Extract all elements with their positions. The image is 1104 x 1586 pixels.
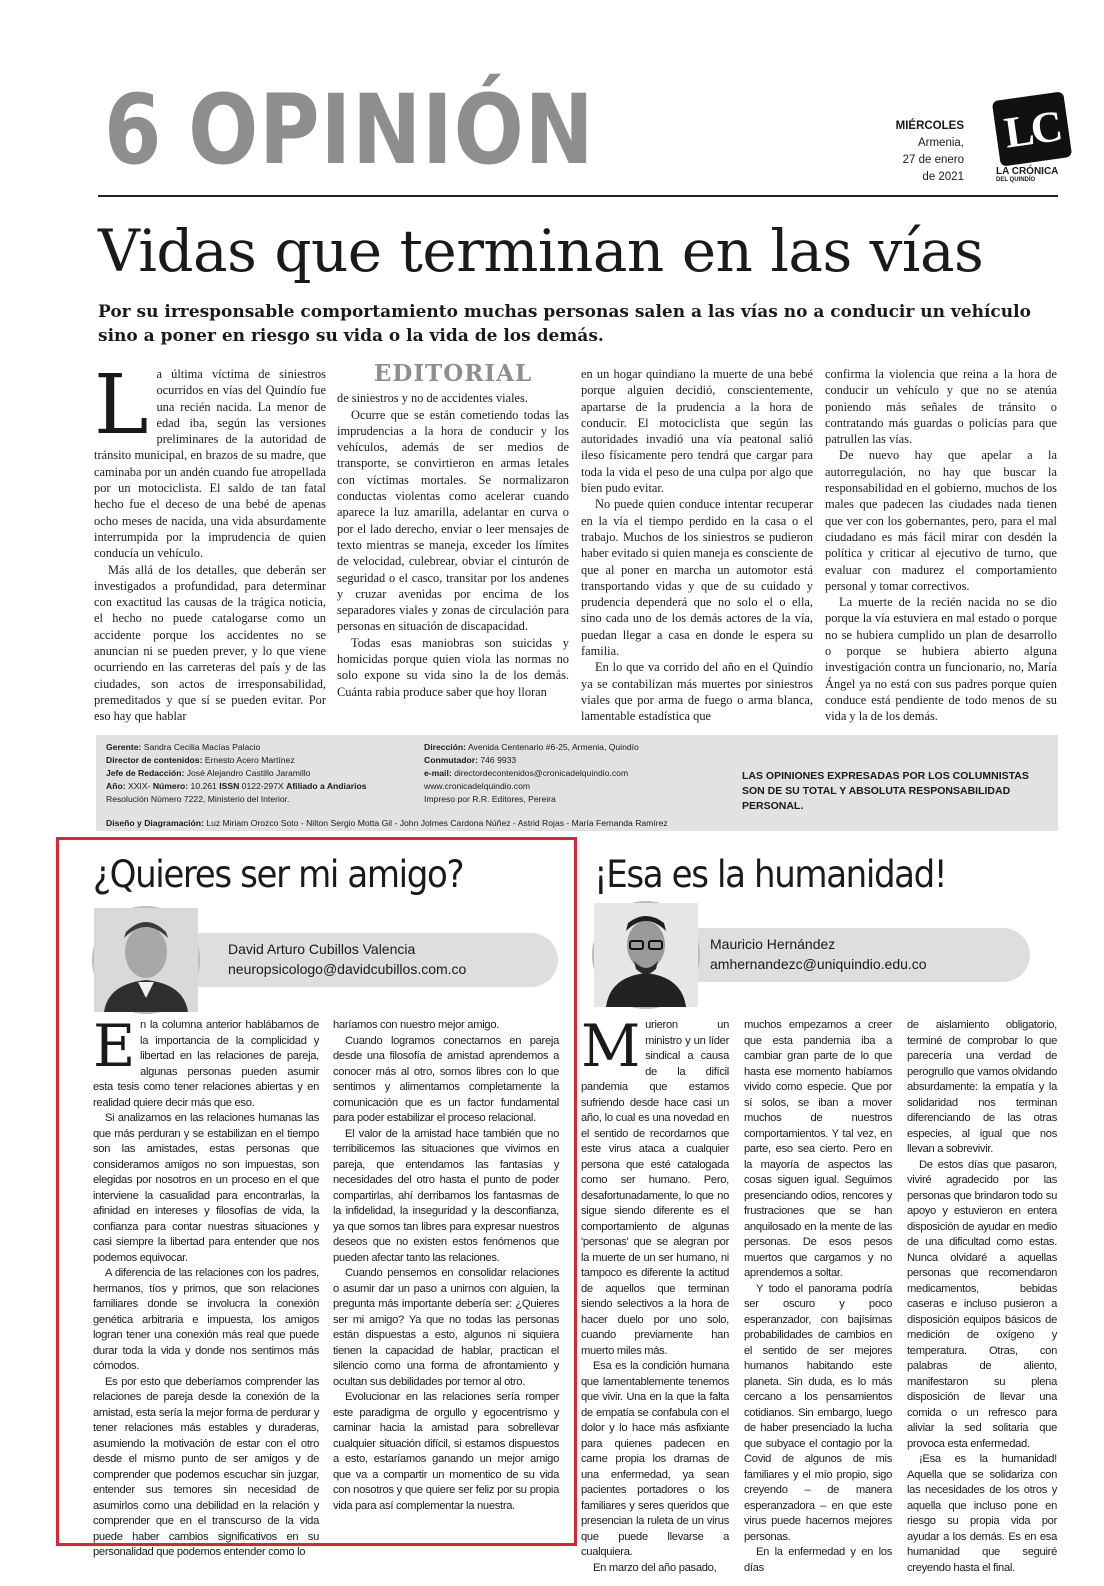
paragraph: haríamos con nuestro mejor amigo.: [333, 1019, 500, 1031]
masthead-value: XXIX-: [125, 781, 153, 791]
masthead-key: Jefe de Redacción:: [106, 768, 185, 778]
masthead-value: Impreso por R.R. Editores, Pereira: [424, 794, 556, 804]
paragraph: a última víctima de siniestros ocurridos en vías del Quindío fue una recién nacida. La menor de edad iba, según las versiones preliminares de la autoridad de tránsito municipal, en brazos de su madre, que caminaba por un andén cuando fue atropellada por un motociclista. El saldo de tan fatal hecho fue el deceso de una bebé de apenas ocho meses de nacida, una vida absurdamente interrumpida por la imprudencia de quien conducía un vehículo.: [94, 367, 326, 561]
avatar: [592, 901, 700, 1009]
paragraph: Ocurre que se están cometiendo todas las imprudencias a la hora de conducir y los vehículos, además de ser medios de transporte, se convirtieron en armas letales con víctimas mortales. Se normalizaron conductas violentas como acelerar cuando aparece la luz amarilla, adelantar en curva o por el lado derecho, enviar o leer mensajes de texto mientras se maneja, exceder los límites de velocidad, culebrear, obviar el cinturón de seguridad o el casco, transitar por los andenes y cruzar avenidas por encima de los separadores viales y zonas de circulación para personas en situación de discapacidad.: [337, 407, 569, 634]
masthead-value: Ernesto Acero Martínez: [202, 755, 295, 765]
author-photo-icon: [94, 908, 198, 1012]
paragraph: muchos empezamos a creer que esta pandemia iba a cambiar gran parte de lo que hasta ese momento habíamos vivido como especie. Que por sí solos, se iban a mover muchos de nuestros comportamientos. Y tal vez, en parte, eso sea cierto. Pero en la mayoría de aspectos las cosas siguen igual. Seguimos presenciando odios, rencores y frustraciones que se han anquilosado en la mente de las personas. De esos pesos muertos que cargamos y no aprendemos a soltar.: [744, 1019, 892, 1279]
paragraph: De estos días que pasaron, viviré agradecido por las personas que brindaron todo su apoyo y estuvieron en entera disposición de ayudar en medio de una dificultad como estas. Nunca olvidaré a aquellas personas que recomendaron medicamentos, bebidas caseras e incluso pusieron a disposición equipos básicos de medición de oxígeno y temperatura. Otras, con palabras de aliento, manifestaron su plena disposición de llevar una comida o un refresco para aliviar la sed solitaria que provoca esta enfermedad.: [907, 1158, 1057, 1450]
editorial-dropcap: L: [94, 358, 149, 453]
opinion-column-4: [744, 1018, 892, 1574]
masthead-key: Director de contenidos:: [106, 755, 203, 765]
dateline-date: 27 de enero: [902, 154, 964, 166]
paragraph: Más allá de los detalles, que deberán ser investigados a profundidad, para determinar con exactitud las causas de la trágica noticia, el hecho no puede catalogarse como un accidente porque los accidentes no se anuncian ni se pueden prever, y lo que viene ocurriendo en las carreteras del país y de las ciudades, son actos de irresponsabilidad, premeditados y que sí se pueden evitar. Por eso hay que hablar: [94, 562, 326, 724]
opinion-column-3: [581, 1012, 729, 1574]
logo-name: LA CRÓNICA: [996, 166, 1059, 177]
paragraph: Es por esto que deberíamos comprender las relaciones de pareja desde la conexión de la amistad, esta sería la mejor forma de perdurar y tener relaciones más estables y duraderas, asumiendo la motivación de estar con el otro desde el mismo punto de ser amigos y de comprender que podemos escuchar sin juzgar, entender sus temores sin necesidad de asumirlos como una debilidad en la relación y comprender que en el transcurso de la vida puede haber cambios significativos en su personalidad que podemos entender como lo: [93, 1375, 319, 1558]
author-name: David Arturo Cubillos Valencia: [228, 941, 416, 957]
paragraph: No puede quien conduce intentar recuperar en la vía el tiempo perdido en la casa o el trabajo. Muchos de los siniestros se pudieron haber evitado si quien maneja es consciente de que al poner en marcha un automotor está transportando vidas y que de su cuidado y prudencia dependerá que no solo el o ella, sino cada uno de los demás actores de la vía, puedan llegar a casa en donde le espera su familia.: [581, 497, 813, 659]
masthead-key: Diseño y Diagramación:: [106, 818, 204, 828]
paragraph: En marzo del año pasado,: [593, 1561, 717, 1574]
paragraph: En lo que va corrido del año en el Quindío ya se contabilizan más muertes por siniestros viales que por arma de fuego o arma blanca, lamentable estadística que: [581, 660, 813, 724]
editorial-column-4: [825, 366, 1057, 726]
masthead-key: e-mail:: [424, 768, 452, 778]
editorial-headline: Vidas que terminan en las vías: [98, 217, 984, 285]
column-dropcap: E: [93, 1012, 136, 1080]
paragraph: Y todo el panorama podría ser oscuro y poco esperanzador, con bajísimas probabilidades de cambios en el sentido de ser mejores humanos habitando este planeta. Sin duda, es lo más cercano a los pensamientos cotidianos. Sin embargo, luego de haber presenciado la lucha que subyace el contagio por la Covid de algunos de mis familiares y el mío propio, sigo creyendo – de manera esperanzadora – en que este virus puede hacernos mejores personas.: [744, 1282, 892, 1543]
masthead-contact: [424, 741, 724, 806]
paragraph: Si analizamos en las relaciones humanas las que más perduran y se estabilizan en el tiempo son las amistades, estas personas que consideramos amigos no son impuestas, son elegidas por nosotros en un proceso en el que interviene la casualidad para encontrarlas, la afinidad en intereses y filosofías de vida, la confianza para contar nuestras situaciones y casi siempre la libertad para entender que nos podemos equivocar.: [93, 1112, 319, 1264]
paragraph: n la columna anterior hablábamos de la importancia de la complicidad y libertad en las relaciones de pareja, algunas personas pueden asumir esta tesis como tener relaciones abiertas y en realidad quiere decir más que eso.: [93, 1019, 319, 1109]
paragraph: Cuando pensemos en consolidar relaciones o asumir dar un paso a unirnos con alguien, la pregunta más importante debería ser: ¿Quieres ser mi amigo? Ya que no todas las personas están dispuestas a esto, algunos ni siquiera tienen la capacidad de hablar, practican el silencio como una forma de afrontamiento y ocultan sus debilidades por temor al otro.: [333, 1267, 559, 1388]
opinion-column-5: [907, 1018, 1057, 1574]
paragraph: Esa es la condición humana que lamentablemente tenemos que vivir. Una en la que la falta de empatía se confabula con el dolor y lo hace más asfixiante para quienes padecen en carne propia los dramas de una enfermedad, ya sean pacientes portadores o los familiares y seres queridos que presencian la ruleta de un virus que puede llevarse a cualquiera.: [581, 1360, 729, 1558]
editorial-deck: Por su irresponsable comportamiento muchas personas salen a las vías no a conducir un vehículo sino a poner en riesgo su vida o la vida de los demás.: [98, 302, 1031, 346]
paragraph: La muerte de la recién nacida no se dio porque la vía estuviera en mal estado o porque no se hubiera cumplido un plan de desarrollo o porque se hubiera abierto alguna investigación contra un funcionario, no, María Ángel ya no está con sus padres porque quien conduce está pendiente de todo menos de su vida y la de los demás.: [825, 595, 1057, 724]
paragraph: A diferencia de las relaciones con los padres, hermanos, tíos y primos, que son relaciones familiares donde se involucra la conexión genética arbitraria e impuesta, los amigos logran tener una conexión más real que puede durar toda la vida y donde nos sentimos más cómodos.: [93, 1267, 319, 1372]
paragraph: urieron un ministro y un líder sindical a causa de la difícil pandemia que estamos sufriendo desde hace casi un año, lo cual es una novedad en el sentido de recordarnos que este virus ataca a cualquier persona que esté catalogada como ser humano. Pero, desafortunadamente, lo que no sigue siendo diferente es el comportamiento de algunas 'personas' que se alegran por la muerte de un ser humano, ni tampoco es diferente la actitud de aquellos que terminan siendo selectivos a la hora de hacer duelo por uno solo, cuando previamente han muerto miles más.: [581, 1019, 729, 1357]
masthead-value: 10.261: [188, 781, 220, 791]
masthead-value: José Alejandro Castillo Jaramillo: [184, 768, 311, 778]
opinion-column-1: [93, 1012, 319, 1558]
author-bar: [160, 933, 558, 987]
logo-sub: DEL QUINDÍO: [996, 177, 1036, 183]
paragraph: Cuando logramos conectarnos en pareja desde una filosofía de amistad aprendemos a conocer más al otro, somos libres con lo que sentimos y alimentamos completamente la comunicación que es un factor fundamental para poder estabilizar el proceso relacional.: [333, 1034, 559, 1124]
author-email[interactable]: amhernandezc@uniquindio.edu.co: [710, 956, 927, 972]
masthead-key: Año:: [106, 781, 126, 791]
editorial-column-3: [581, 366, 813, 726]
section-name: OPINIÓN: [188, 74, 595, 186]
editorial-column-1: [94, 358, 326, 726]
paragraph: El valor de la amistad hace también que no terribilicemos las situaciones que vivimos en pareja, que entendamos las fantasías y necesidades del otro hasta el punto de poder compartirlas, ahí derribamos los fantasmas de la infidelidad, la inseguridad y la desconfianza, ya que somos tan libres para expresar nuestros deseos que no existen estos fenómenos que pueden afectar tanto las relaciones.: [333, 1127, 559, 1264]
masthead-value: 746 9933: [477, 755, 517, 765]
column-dropcap: M: [581, 1012, 641, 1080]
dateline: [858, 118, 964, 186]
author-name: Mauricio Hernández: [710, 936, 836, 952]
paragraph: en un hogar quindiano la muerte de una bebé porque alguien decidió, conscientemente, apartarse de la prudencia a la hora de conducir. El motociclista que según las autoridades invadió una vía peatonal salió ileso físicamente pero tendrá que cargar para toda la vida el peso de una culpa por algo que bien pudo evitar.: [581, 367, 813, 496]
masthead-key: Conmutador:: [424, 755, 478, 765]
paragraph: De nuevo hay que apelar a la autorregulación, no hay que buscar la responsabilidad en el gobierno, muchos de los males que padecen las ciudades nada tienen que ver con los gobernantes, pero, para el mal ciudadano es más fácil mirar con desdén la política y criticar al ejecutivo de turno, que evaluar con madurez el comportamiento personal y tomar correctivos.: [825, 448, 1057, 593]
paragraph: En la enfermedad y en los días: [744, 1546, 892, 1574]
masthead-value: Sandra Cecilia Macías Palacio: [141, 742, 261, 752]
editorial-column-2: [337, 360, 569, 726]
masthead-value: 0122-297X: [239, 781, 287, 791]
masthead-key: Afiliado a Andiarios: [286, 781, 367, 791]
column-title: ¿Quieres ser mi amigo?: [93, 853, 464, 896]
page-number: 6: [104, 74, 163, 186]
paragraph: de siniestros y no de accidentes viales.: [337, 391, 528, 406]
avatar: [92, 906, 200, 1014]
paragraph: de aislamiento obligatorio, terminé de comprobar lo que parecería una verdad de perogrullo que vamos olvidando absurdamente: la empatía y la solidaridad nos terminan diferenciando de las otras especies, al igual que nos llevan a sobrevivir.: [907, 1019, 1057, 1155]
column-title: ¡Esa es la humanidad!: [594, 853, 947, 896]
author-photo-icon: [594, 903, 698, 1007]
masthead-email[interactable]: directordecontenidos@cronicadelquindio.com: [451, 768, 629, 778]
masthead-box: [96, 735, 1058, 831]
dateline-year: de 2021: [922, 171, 964, 183]
header-rule: [98, 195, 1058, 197]
author-email[interactable]: neuropsicologo@davidcubillos.com.co: [228, 961, 467, 977]
section-title: [104, 74, 595, 186]
paragraph: Todas esas maniobras son suicidas y homicidas porque quien viola las normas no solo expone su vida sino la de los demás. Cuánta rabia produce saber que hoy lloran: [337, 635, 569, 699]
logo-mark: LC: [992, 91, 1072, 166]
masthead-key: Dirección:: [424, 742, 467, 752]
editorial-label: EDITORIAL: [373, 360, 533, 387]
masthead-website[interactable]: www.cronicadelquindio.com: [424, 781, 531, 791]
dateline-city: Armenia,: [917, 137, 964, 149]
masthead-value: Avenida Centenario #6-25, Armenia, Quindío: [466, 742, 639, 752]
masthead-staff: [106, 741, 416, 806]
masthead-key: Gerente:: [106, 742, 142, 752]
dateline-day: MIÉRCOLES: [895, 120, 964, 132]
opinion-column-2: [333, 1018, 559, 1526]
masthead-value: Luz Miriam Orozco Soto - Nilton Sergio Motta Gil - John Jolmes Cardona Núñez - Astrid Rojas - María Fernanda Ramírez: [203, 818, 668, 828]
masthead-key: ISSN: [219, 781, 240, 791]
masthead-value: Resolución Número 7222, Ministerio del Interior.: [106, 794, 290, 804]
paragraph: confirma la violencia que reina a la hora de conducir un vehículo y que no se atenúa poniendo más señales de tránsito o contratando más guardas o policías para que patrullen las vías.: [825, 367, 1057, 447]
masthead-disclaimer: LAS OPINIONES EXPRESADAS POR LOS COLUMNISTAS SON DE SU TOTAL Y ABSOLUTA RESPONSABILIDAD PERSONAL.: [742, 770, 1029, 812]
paragraph: ¡Esa es la humanidad! Aquella que se solidariza con las necesidades de los otros y aquella que incluso pone en riesgo su propia vida por ayudar a los demás. Es en esa humanidad que seguiré creyendo hasta el final.: [907, 1453, 1057, 1574]
author-bar: [660, 928, 1030, 982]
masthead-key: Número:: [152, 781, 189, 791]
newspaper-logo: [996, 96, 1078, 183]
paragraph: Evolucionar en las relaciones sería romper este paradigma de orgullo y egocentrismo y caminar hacia la amistad para sobrellevar cualquier situación difícil, si estamos dispuestos a esto, estaríamos ganando un mejor amigo que va a compartir un momentico de su vida con nosotros y que quiere ser feliz por su propia vida para así complementar la nuestra.: [333, 1391, 559, 1512]
masthead-design: [106, 817, 1006, 830]
